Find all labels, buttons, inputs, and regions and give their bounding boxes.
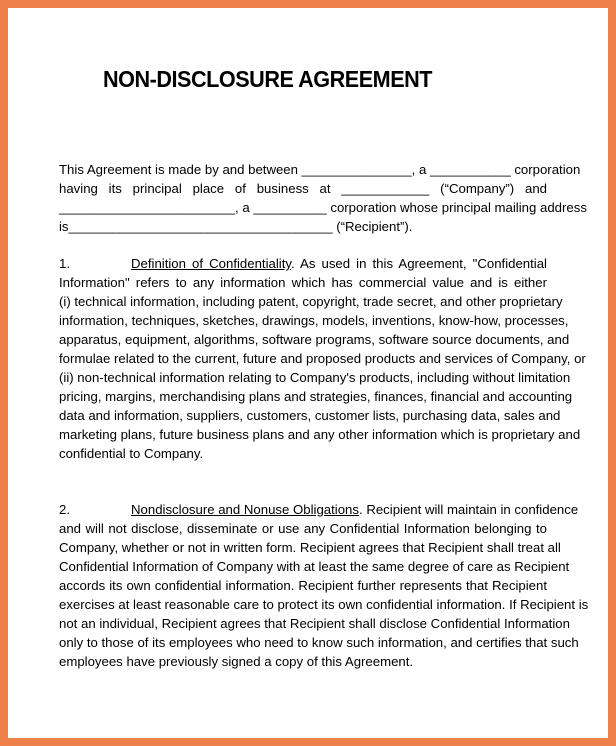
section-1-line: information, techniques, sketches, drawings, models, inventions, know-how, processes, (59, 313, 569, 328)
section-1-line: Information" refers to any information which has commercial value and is either (59, 275, 547, 290)
document-page (8, 8, 608, 738)
section-2-line: Confidential Information of Company with at least the same degree of care as Recipient (59, 559, 570, 574)
section-2-first-line (59, 500, 579, 519)
section-1-line: confidential to Company. (59, 446, 204, 461)
section-2-line: only to those of its employees who need to know such information, and certifies that such (59, 635, 579, 650)
section-1-line: (i) technical information, including patent, copyright, trade secret, and other proprietary (59, 294, 563, 309)
intro-line-3: ________________________, a __________ corporation whose principal mailing address (59, 200, 587, 215)
intro-line-1: This Agreement is made by and between _______________, a ___________ corporation (59, 162, 581, 177)
section-1-line: data and information, suppliers, customers, customer lists, purchasing data, sales and (59, 408, 561, 423)
section-2-first-line-rest: . Recipient will maintain in confidence (359, 502, 579, 517)
section-2-number: 2. (59, 502, 70, 517)
section-1-first-line-rest: . As used in this Agreement, "Confidential (291, 256, 547, 271)
section-2-line: accords its own confidential information. Recipient further represents that Recipient (59, 578, 547, 593)
section-2-line: employees have previously signed a copy of this Agreement. (59, 654, 414, 669)
section-1-line: formulae related to the current, future and proposed products and services of Company, or (59, 351, 586, 366)
section-1-line: pricing, margins, merchandising plans and strategies, finances, financial and accounting (59, 389, 573, 404)
section-1-heading: Definition of Confidentiality (131, 256, 291, 271)
section-2-heading: Nondisclosure and Nonuse Obligations (131, 502, 359, 517)
section-2-line: not an individual, Recipient agrees that Recipient shall disclose Confidential Information (59, 616, 570, 631)
section-1-line: apparatus, equipment, algorithms, software programs, software source documents, and (59, 332, 570, 347)
section-1-line: (ii) non-technical information relating to Company's products, including without limitation (59, 370, 571, 385)
section-2-line: exercises at least reasonable care to protect its own confidential information. If Recipient is (59, 597, 589, 612)
section-2-line: and will not disclose, disseminate or use any Confidential Information belonging to (59, 521, 547, 536)
section-2-line: Company, whether or not in written form. Recipient agrees that Recipient shall treat all (59, 540, 561, 555)
intro-line-2: having its principal place of business at ____________ (“Company”) and (59, 181, 547, 196)
intro-line-4: is____________________________________ (“Recipient”). (59, 219, 413, 234)
section-1-number: 1. (59, 256, 70, 271)
document-title: NON-DISCLOSURE AGREEMENT (103, 66, 433, 92)
section-1-line: marketing plans, future business plans and any other information which is proprietary and (59, 427, 581, 442)
section-1-first-line (59, 254, 547, 273)
